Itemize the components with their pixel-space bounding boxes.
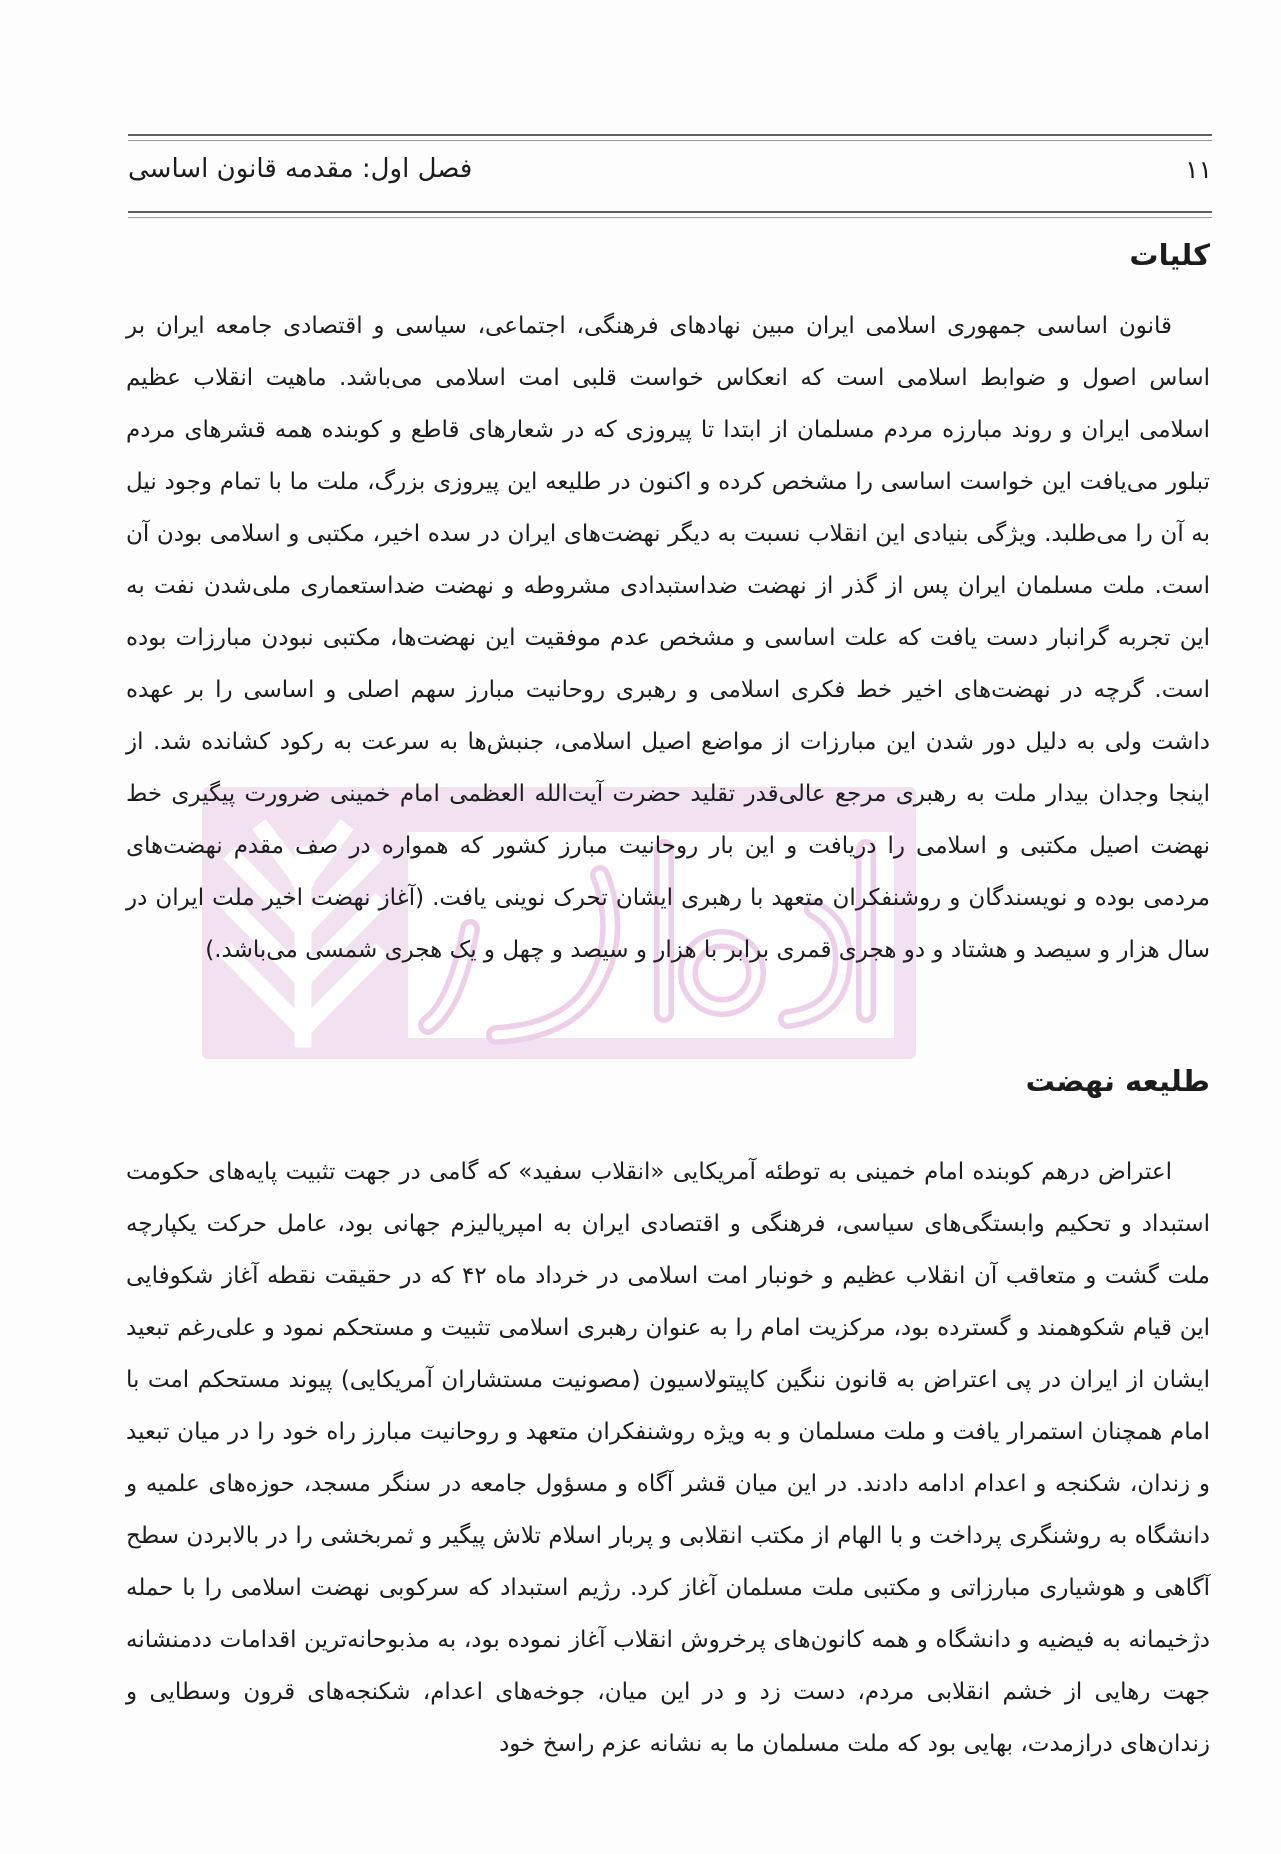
header-rule-bottom [128,211,1212,219]
page-header [128,146,1212,192]
page-number: ۱۱ [1185,154,1212,184]
chapter-header-title: فصل اول: مقدمه قانون اساسی [128,154,473,184]
section-paragraph-taliye-nehzat: اعتراض درهم کوبنده امام خمینی به توطئه آمریکایی «انقلاب سفید» که گامی در جهت تثبیت پایه‌های حکومت استبداد و تحکیم وابستگی‌های سیاسی، فرهنگی و اقتصادی ایران به امپریالیزم جهانی بود، عامل حرکت یکپارچه ملت گشت و متعاقب آن انقلاب عظیم و خونبار امت اسلامی در خرداد ماه ۴۲ که در حقیقت نقطه آغاز شکوفایی این قیام شکوهمند و گسترده بود، مرکزیت امام را به عنوان رهبری اسلامی تثبیت و مستحکم نمود و علی‌رغم تبعید ایشان از ایران در پی اعتراض به قانون ننگین کاپیتولاسیون (مصونیت مستشاران آمریکایی) پیوند مستحکم امت با امام همچنان استمرار یافت و ملت مسلمان و به ویژه روشنفکران متعهد و روحانیت مبارز راه خود را در میان تبعید و زندان، شکنجه و اعدام ادامه دادند. در این میان قشر آگاه و مسؤول جامعه در سنگر مسجد، حوزه‌های علمیه و دانشگاه به روشنگری پرداخت و با الهام از مکتب انقلابی و پربار اسلام تلاش پیگیر و ثمربخشی را در بالابردن سطح آگاهی و هوشیاری مبارزاتی و مکتبی ملت مسلمان آغاز کرد. رژیم استبداد که سرکوبی نهضت اسلامی را با حمله دژخیمانه به فیضیه و دانشگاه و همه کانون‌های پرخروش انقلاب آغاز نموده بود، به مذبوحانه‌ترین اقدامات ددمنشانه جهت رهایی از خشم انقلابی مردم، دست زد و در این میان، جوخه‌های اعدام، شکنجه‌های قرون وسطایی و زندان‌های درازمدت، بهایی بود که ملت مسلمان ما به نشانه عزم راسخ خود [126,1159,1210,1757]
section-heading-taliye-nehzat: طلیعه نهضت [1025,1064,1210,1098]
header-rule-top [128,134,1212,142]
section-heading-kolliat: كليات [1129,238,1210,272]
section-paragraph-kolliat: قانون اساسی جمهوری اسلامی ایران مبین نهادهای فرهنگی، اجتماعی، سیاسی و اقتصادی جامعه ایران بر اساس اصول و ضوابط اسلامی است که انعکاس خواست قلبی امت اسلامی می‌باشد. ماهیت انقلاب عظیم اسلامی ایران و روند مبارزه مردم مسلمان از ابتدا تا پیروزی که در شعارهای قاطع و کوبنده همه قشرهای مردم تبلور می‌یافت این خواست اساسی را مشخص کرده و اکنون در طلیعه این پیروزی بزرگ، ملت ما با تمام وجود نیل به آن را می‌طلبد. ویژگی بنیادی این انقلاب نسبت به دیگر نهضت‌های ایران در سده اخیر، مکتبی و اسلامی بودن آن است. ملت مسلمان ایران پس از گذر از نهضت ضداستبدادی مشروطه و نهضت ضداستعماری ملی‌شدن نفت به این تجربه گرانبار دست یافت که علت اساسی و مشخص عدم موفقیت این نهضت‌ها، مکتبی نبودن مبارزات بوده است. گرچه در نهضت‌های اخیر خط فکری اسلامی و رهبری روحانیت مبارز سهم اصلی و اساسی را بر عهده داشت ولی به دلیل دور شدن این مبارزات از مواضع اصیل اسلامی، جنبش‌ها به سرعت به رکود کشانده شد. از اینجا وجدان بیدار ملت به رهبری مرجع عالی‌قدر تقلید حضرت آیت‌الله العظمی امام خمینی ضرورت پیگیری خط نهضت اصیل مکتبی و اسلامی را دریافت و این بار روحانیت مبارز کشور که همواره در صف مقدم نهضت‌های مردمی بوده و نویسندگان و روشنفکران متعهد با رهبری ایشان تحرک نوینی یافت. (آغاز نهضت اخیر ملت ایران در سال هزار و سیصد و هشتاد و دو هجری قمری برابر با هزار و سیصد و چهل و یک هجری شمسی می‌باشد.) [126,313,1210,963]
